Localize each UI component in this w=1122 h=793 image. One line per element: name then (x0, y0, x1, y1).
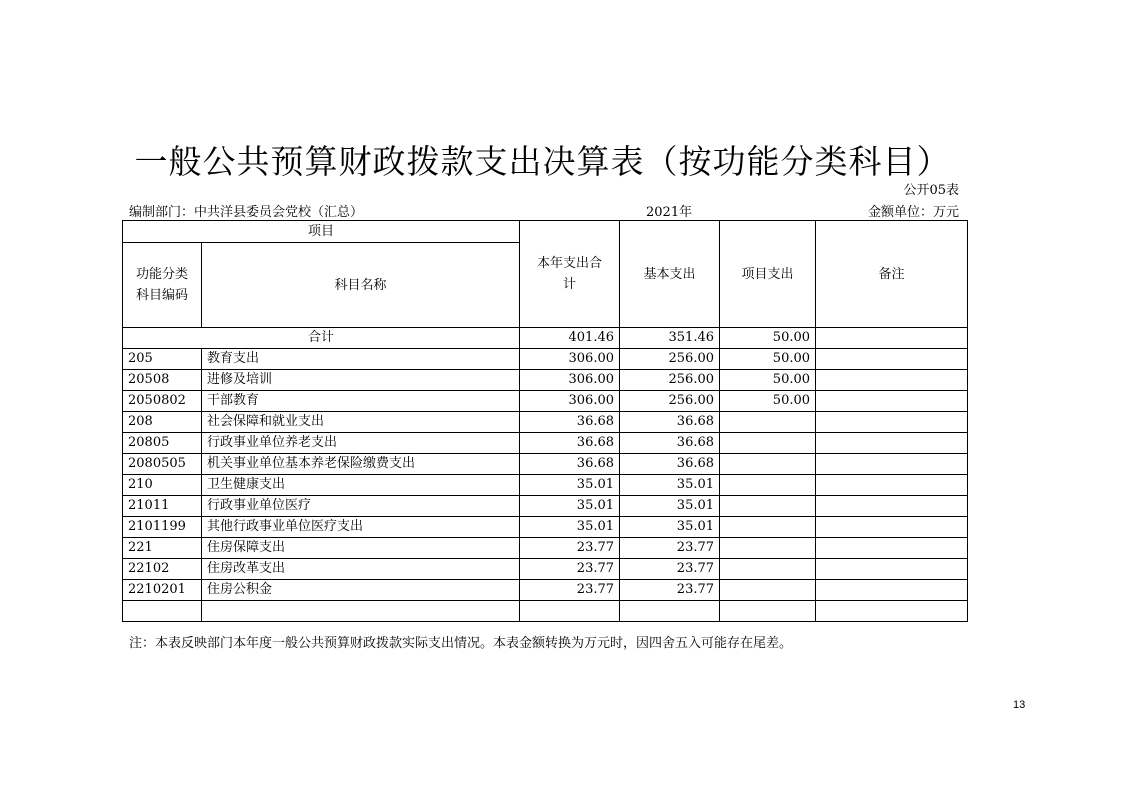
row-project (720, 433, 816, 454)
row-project (720, 538, 816, 559)
form-code: 公开05表 (903, 183, 959, 198)
page-number: 13 (1013, 699, 1026, 711)
row-remark (816, 580, 968, 601)
header-code-line1: 功能分类 (135, 267, 188, 282)
row-project (720, 580, 816, 601)
total-amount: 401.46 (520, 328, 620, 349)
row-remark (816, 475, 968, 496)
page-title: 一般公共预算财政拨款支出决算表（按功能分类科目） (134, 142, 951, 181)
total-row (123, 328, 968, 349)
row-subject-name: 社会保障和就业支出 (202, 412, 520, 433)
row-code: 20508 (123, 370, 202, 391)
row-remark (816, 538, 968, 559)
header-project-expenditure: 项目支出 (720, 221, 816, 328)
row-basic: 35.01 (620, 517, 720, 538)
row-subject-name: 干部教育 (202, 391, 520, 412)
header-basic: 基本支出 (620, 221, 720, 328)
row-subject-name: 住房公积金 (202, 580, 520, 601)
header-total (520, 221, 620, 328)
row-code: 210 (123, 475, 202, 496)
header-remark: 备注 (816, 221, 968, 328)
table-row (123, 538, 968, 559)
row-code (123, 601, 202, 622)
row-project: 50.00 (720, 349, 816, 370)
row-code: 2210201 (123, 580, 202, 601)
row-remark (816, 433, 968, 454)
row-remark (816, 370, 968, 391)
row-basic: 23.77 (620, 538, 720, 559)
table-row (123, 475, 968, 496)
row-total: 36.68 (520, 454, 620, 475)
row-total: 306.00 (520, 391, 620, 412)
row-total: 23.77 (520, 538, 620, 559)
header-subject-name: 科目名称 (202, 243, 520, 328)
row-remark (816, 412, 968, 433)
row-code: 221 (123, 538, 202, 559)
row-total: 36.68 (520, 433, 620, 454)
row-subject-name: 住房改革支出 (202, 559, 520, 580)
table-row (123, 517, 968, 538)
row-basic: 23.77 (620, 559, 720, 580)
expenditure-table (122, 220, 968, 622)
row-total: 23.77 (520, 559, 620, 580)
row-subject-name: 其他行政事业单位医疗支出 (202, 517, 520, 538)
row-total: 35.01 (520, 517, 620, 538)
row-code: 208 (123, 412, 202, 433)
row-remark (816, 496, 968, 517)
row-project (720, 517, 816, 538)
row-total: 35.01 (520, 496, 620, 517)
row-basic (620, 601, 720, 622)
header-total-line1: 本年支出合 (537, 256, 603, 271)
row-remark (816, 601, 968, 622)
table-row (123, 601, 968, 622)
row-total (520, 601, 620, 622)
row-code: 2050802 (123, 391, 202, 412)
row-basic: 256.00 (620, 370, 720, 391)
row-basic: 256.00 (620, 349, 720, 370)
row-subject-name: 住房保障支出 (202, 538, 520, 559)
row-code: 205 (123, 349, 202, 370)
row-project (720, 475, 816, 496)
row-project (720, 559, 816, 580)
table-row (123, 370, 968, 391)
table-row (123, 349, 968, 370)
row-code: 20805 (123, 433, 202, 454)
row-project (720, 601, 816, 622)
total-label: 合计 (123, 328, 520, 349)
table-row (123, 580, 968, 601)
row-basic: 36.68 (620, 433, 720, 454)
row-code: 21011 (123, 496, 202, 517)
row-subject-name: 行政事业单位医疗 (202, 496, 520, 517)
row-basic: 35.01 (620, 475, 720, 496)
row-basic: 35.01 (620, 496, 720, 517)
row-total: 306.00 (520, 349, 620, 370)
department-label: 编制部门：中共洋县委员会党校（汇总） (129, 205, 364, 220)
row-code: 2080505 (123, 454, 202, 475)
table-row (123, 496, 968, 517)
footnote: 注：本表反映部门本年度一般公共预算财政拨款实际支出情况。本表金额转换为万元时，因四舍五入可能存在尾差。 (129, 636, 793, 651)
row-subject-name (202, 601, 520, 622)
row-project: 50.00 (720, 370, 816, 391)
row-basic: 36.68 (620, 412, 720, 433)
row-code: 2101199 (123, 517, 202, 538)
row-basic: 23.77 (620, 580, 720, 601)
row-subject-name: 行政事业单位养老支出 (202, 433, 520, 454)
total-basic: 351.46 (620, 328, 720, 349)
table-row (123, 433, 968, 454)
row-remark (816, 349, 968, 370)
total-remark (816, 328, 968, 349)
row-code: 22102 (123, 559, 202, 580)
row-remark (816, 559, 968, 580)
row-project (720, 454, 816, 475)
row-total: 35.01 (520, 475, 620, 496)
header-row-project (123, 221, 968, 243)
total-project: 50.00 (720, 328, 816, 349)
row-subject-name: 机关事业单位基本养老保险缴费支出 (202, 454, 520, 475)
header-project: 项目 (123, 221, 520, 243)
row-remark (816, 391, 968, 412)
row-project: 50.00 (720, 391, 816, 412)
row-remark (816, 454, 968, 475)
row-subject-name: 卫生健康支出 (202, 475, 520, 496)
row-subject-name: 进修及培训 (202, 370, 520, 391)
table-row (123, 412, 968, 433)
row-total: 23.77 (520, 580, 620, 601)
row-basic: 36.68 (620, 454, 720, 475)
unit-label: 金额单位：万元 (867, 205, 959, 220)
row-total: 306.00 (520, 370, 620, 391)
header-total-line2: 计 (563, 277, 577, 292)
table-row (123, 559, 968, 580)
row-total: 36.68 (520, 412, 620, 433)
table-row (123, 454, 968, 475)
year-label: 2021年 (646, 205, 693, 220)
row-project (720, 496, 816, 517)
row-subject-name: 教育支出 (202, 349, 520, 370)
row-remark (816, 517, 968, 538)
table-row (123, 391, 968, 412)
header-code-line2: 科目编码 (135, 288, 188, 303)
header-code (123, 243, 202, 328)
row-project (720, 412, 816, 433)
row-basic: 256.00 (620, 391, 720, 412)
